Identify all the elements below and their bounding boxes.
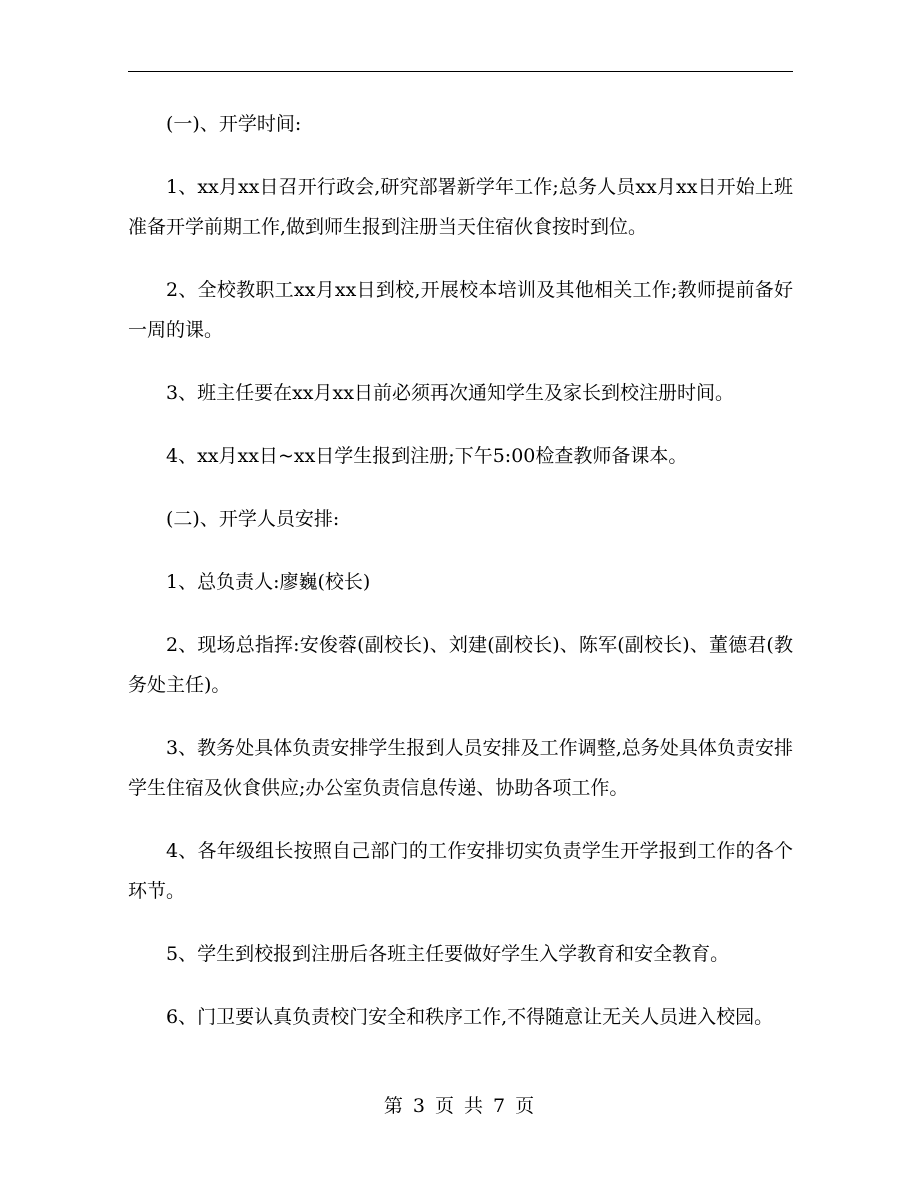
- paragraph-section-1-heading: (一)、开学时间:: [166, 113, 302, 135]
- paragraph-item-2: 2、全校教职工xx月xx日到校,开展校本培训及其他相关工作;教师提前备好一周的课。: [128, 279, 793, 341]
- paragraph-staff-4: 4、各年级组长按照自己部门的工作安排切实负责学生开学报到工作的各个环节。: [128, 840, 793, 902]
- paragraph-item-4: 4、xx月xx日~xx日学生报到注册;下午5:00检查教师备课本。: [166, 445, 688, 467]
- header-rule: [128, 71, 793, 72]
- document-body: [128, 104, 793, 1060]
- paragraph-item-1: 1、xx月xx日召开行政会,研究部署新学年工作;总务人员xx月xx日开始上班准备开学前期工作,做到师生报到注册当天住宿伙食按时到位。: [128, 176, 793, 238]
- paragraph-staff-3: 3、教务处具体负责安排学生报到人员安排及工作调整,总务处具体负责安排学生住宿及伙食供应;办公室负责信息传递、协助各项工作。: [128, 737, 793, 799]
- paragraph-staff-2: 2、现场总指挥:安俊蓉(副校长)、刘建(副校长)、陈军(副校长)、董德君(教务处主任)。: [128, 634, 793, 696]
- paragraph-staff-1: 1、总负责人:廖巍(校长): [166, 571, 371, 593]
- paragraph-item-3: 3、班主任要在xx月xx日前必须再次通知学生及家长到校注册时间。: [166, 382, 734, 404]
- paragraph-section-2-heading: (二)、开学人员安排:: [166, 508, 340, 530]
- page-number: 第 3 页 共 7 页: [383, 1095, 537, 1117]
- paragraph-staff-5: 5、学生到校报到注册后各班主任要做好学生入学教育和安全教育。: [166, 943, 730, 965]
- paragraph-staff-6: 6、门卫要认真负责校门安全和秩序工作,不得随意让无关人员进入校园。: [166, 1006, 774, 1028]
